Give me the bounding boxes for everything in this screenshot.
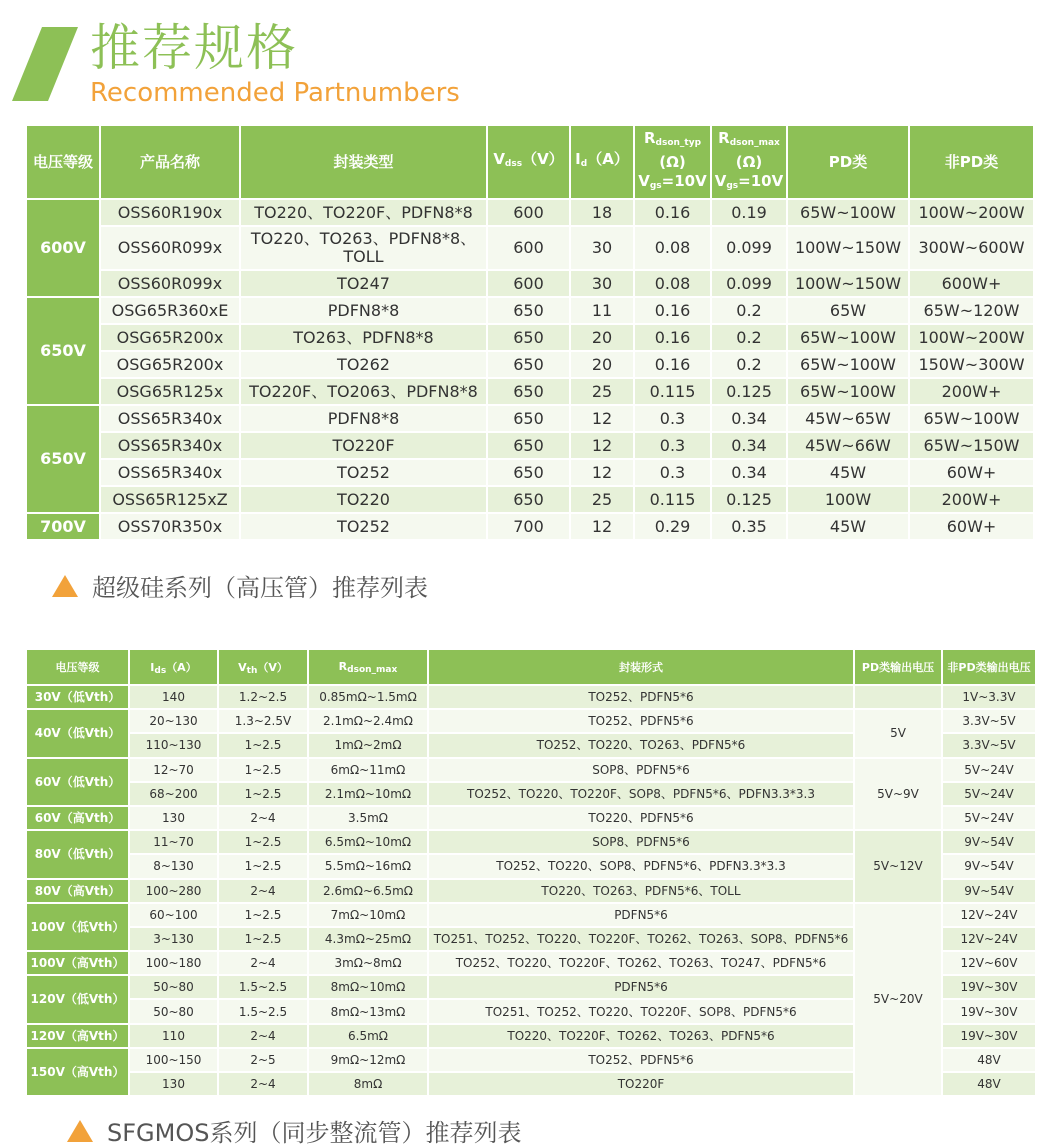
cell-package: TO252 [240,459,487,486]
table-row [26,324,1034,351]
cell-nonpd-out: 48V [942,1048,1036,1072]
voltage-group-cell: 650V [26,297,100,405]
cell-nonpd: 65W~100W [909,405,1034,432]
cell-vth: 1.5~2.5 [218,999,308,1023]
cell-product: OSG65R200x [100,324,240,351]
cell-pd: 45W~65W [787,405,909,432]
cell-product: OSS65R340x [100,405,240,432]
cell-nonpd-out: 5V~24V [942,758,1036,782]
voltage-group-cell: 60V（高Vth） [26,806,129,830]
table-row [26,405,1034,432]
table-row [26,378,1034,405]
cell-rtyp: 0.115 [634,486,711,513]
cell-nonpd: 600W+ [909,270,1034,297]
page-subtitle: Recommended Partnumbers [90,78,460,108]
col-nonpd: 非PD类 [909,125,1034,199]
cell-rmax: 2.1mΩ~10mΩ [308,782,428,806]
cell-package: TO252、TO220、TO220F、TO262、TO263、TO247、PDFN5*6 [428,951,854,975]
cell-pd: 65W~100W [787,324,909,351]
cell-package: TO220、TO220F、PDFN8*8 [240,199,487,226]
cell-nonpd: 150W~300W [909,351,1034,378]
cell-rmax: 0.34 [711,459,787,486]
col-id: $I_d(A)$ [570,125,634,199]
cell-product: OSS65R340x [100,432,240,459]
cell-nonpd-out: 19V~30V [942,999,1036,1023]
cell-package: TO252、TO220、TO220F、SOP8、PDFN5*6、PDFN3.3*3.3 [428,782,854,806]
cell-vth: 2~4 [218,951,308,975]
voltage-group-cell: 60V（低Vth） [26,758,129,806]
voltage-group-cell: 100V（高Vth） [26,951,129,975]
cell-vth: 2~4 [218,1072,308,1096]
cell-rtyp: 0.16 [634,324,711,351]
cell-pd: 65W [787,297,909,324]
cell-nonpd-out: 9V~54V [942,830,1036,854]
cell-vth: 1~2.5 [218,830,308,854]
cell-rtyp: 0.08 [634,270,711,297]
superjunction-table [25,124,1035,541]
cell-package: TO220、PDFN5*6 [428,806,854,830]
cell-id: 30 [570,270,634,297]
voltage-group-cell: 120V（低Vth） [26,975,129,1023]
table1-caption: 超级硅系列（高压管）推荐列表 [52,568,428,603]
cell-vdss: 650 [487,459,570,486]
cell-id: 25 [570,486,634,513]
col-rdson-typ: $R_{dson\_typ}$ (Ω) $V_{gs}=10V$ [634,125,711,199]
cell-rtyp: 0.08 [634,226,711,270]
cell-nonpd: 60W+ [909,513,1034,540]
cell-nonpd-out: 19V~30V [942,975,1036,999]
cell-ids: 110 [129,1024,218,1048]
cell-product: OSG65R125x [100,378,240,405]
voltage-group-cell: 80V（低Vth） [26,830,129,878]
table-row [26,685,1036,709]
cell-product: OSS60R099x [100,270,240,297]
cell-package: TO263、PDFN8*8 [240,324,487,351]
table2-caption: SFGMOS系列（同步整流管）推荐列表 [67,1113,521,1147]
cell-pd-out: 5V~9V [854,758,942,831]
col-pd-out: PD类输出电压 [854,649,942,685]
table-header-row [26,649,1036,685]
cell-rtyp: 0.16 [634,351,711,378]
cell-vth: 1.2~2.5 [218,685,308,709]
cell-rmax: 7mΩ~10mΩ [308,903,428,927]
cell-nonpd: 65W~150W [909,432,1034,459]
cell-package: TO220、TO220F、TO262、TO263、PDFN5*6 [428,1024,854,1048]
cell-package: TO220F、TO2063、PDFN8*8 [240,378,487,405]
cell-pd: 100W~150W [787,270,909,297]
table-header-row [26,125,1034,199]
cell-rmax: 2.1mΩ~2.4mΩ [308,709,428,733]
cell-product: OSG65R360xE [100,297,240,324]
cell-nonpd: 300W~600W [909,226,1034,270]
cell-package: TO252 [240,513,487,540]
cell-pd: 45W~66W [787,432,909,459]
cell-package: TO262 [240,351,487,378]
cell-rmax: 0.2 [711,297,787,324]
table-row [26,270,1034,297]
cell-vth: 1~2.5 [218,758,308,782]
cell-id: 12 [570,459,634,486]
cell-package: TO252、PDFN5*6 [428,685,854,709]
cell-nonpd: 65W~120W [909,297,1034,324]
green-slash-icon [12,27,78,101]
cell-id: 12 [570,405,634,432]
cell-vdss: 650 [487,405,570,432]
cell-nonpd-out: 19V~30V [942,1024,1036,1048]
cell-package: TO252、TO220、TO263、PDFN5*6 [428,733,854,757]
cell-ids: 20~130 [129,709,218,733]
cell-rtyp: 0.3 [634,432,711,459]
cell-pd: 45W [787,459,909,486]
cell-package: TO220F [428,1072,854,1096]
cell-nonpd-out: 9V~54V [942,879,1036,903]
cell-package: TO252、TO220、SOP8、PDFN5*6、PDFN3.3*3.3 [428,854,854,878]
cell-vdss: 650 [487,297,570,324]
cell-vth: 1.3~2.5V [218,709,308,733]
cell-id: 12 [570,432,634,459]
col-vdss: $V_{dss}(V)$ [487,125,570,199]
cell-rtyp: 0.115 [634,378,711,405]
cell-rmax: 9mΩ~12mΩ [308,1048,428,1072]
cell-ids: 100~280 [129,879,218,903]
cell-pd: 65W~100W [787,351,909,378]
table-row [26,432,1034,459]
cell-package: TO251、TO252、TO220、TO220F、SOP8、PDFN5*6 [428,999,854,1023]
cell-product: OSS60R099x [100,226,240,270]
cell-pd: 45W [787,513,909,540]
table-row [26,297,1034,324]
cell-nonpd-out: 3.3V~5V [942,733,1036,757]
cell-vth: 1~2.5 [218,854,308,878]
cell-package: TO220、TO263、PDFN5*6、TOLL [428,879,854,903]
triangle-icon [52,575,78,597]
col-voltage: 电压等级 [26,125,100,199]
cell-vdss: 650 [487,351,570,378]
table-row [26,226,1034,270]
table-row [26,351,1034,378]
cell-pd-out [854,685,942,709]
cell-pd: 100W~150W [787,226,909,270]
cell-rmax: 0.125 [711,378,787,405]
cell-vdss: 650 [487,378,570,405]
voltage-group-cell: 80V（高Vth） [26,879,129,903]
sfgmos-table [25,648,1037,1097]
cell-vdss: 600 [487,270,570,297]
table-row [26,513,1034,540]
cell-product: OSG65R200x [100,351,240,378]
cell-pd: 65W~100W [787,199,909,226]
cell-package: TO252、PDFN5*6 [428,709,854,733]
cell-nonpd-out: 48V [942,1072,1036,1096]
cell-ids: 60~100 [129,903,218,927]
cell-ids: 68~200 [129,782,218,806]
cell-package: PDFN5*6 [428,903,854,927]
cell-id: 11 [570,297,634,324]
cell-id: 20 [570,324,634,351]
cell-rmax: 0.34 [711,432,787,459]
cell-package: TO252、PDFN5*6 [428,1048,854,1072]
cell-product: OSS70R350x [100,513,240,540]
cell-product: OSS60R190x [100,199,240,226]
cell-rmax: 0.125 [711,486,787,513]
cell-package: SOP8、PDFN5*6 [428,830,854,854]
cell-rtyp: 0.16 [634,297,711,324]
cell-rmax: 0.099 [711,226,787,270]
page-title: 推荐规格 [90,19,298,77]
cell-pd: 100W [787,486,909,513]
col-pd: PD类 [787,125,909,199]
cell-nonpd-out: 12V~24V [942,927,1036,951]
cell-vth: 2~4 [218,806,308,830]
cell-rmax: 4.3mΩ~25mΩ [308,927,428,951]
cell-package: SOP8、PDFN5*6 [428,758,854,782]
cell-rtyp: 0.29 [634,513,711,540]
cell-rtyp: 0.16 [634,199,711,226]
cell-ids: 3~130 [129,927,218,951]
cell-nonpd: 60W+ [909,459,1034,486]
table-row [26,459,1034,486]
cell-nonpd-out: 3.3V~5V [942,709,1036,733]
cell-package: TO220 [240,486,487,513]
cell-id: 12 [570,513,634,540]
cell-package: TO247 [240,270,487,297]
voltage-group-cell: 40V（低Vth） [26,709,129,757]
cell-package: PDFN8*8 [240,405,487,432]
voltage-group-cell: 30V（低Vth） [26,685,129,709]
cell-rmax: 0.2 [711,324,787,351]
cell-rmax: 3mΩ~8mΩ [308,951,428,975]
col-product: 产品名称 [100,125,240,199]
cell-vth: 1.5~2.5 [218,975,308,999]
cell-nonpd-out: 9V~54V [942,854,1036,878]
cell-vth: 2~5 [218,1048,308,1072]
cell-rmax: 3.5mΩ [308,806,428,830]
cell-ids: 8~130 [129,854,218,878]
cell-vdss: 600 [487,199,570,226]
col-vth: $V_{th}(V)$ [218,649,308,685]
cell-ids: 130 [129,1072,218,1096]
cell-package: PDFN5*6 [428,975,854,999]
cell-vdss: 650 [487,324,570,351]
cell-ids: 100~150 [129,1048,218,1072]
cell-nonpd-out: 5V~24V [942,806,1036,830]
cell-vth: 2~4 [218,879,308,903]
col-voltage: 电压等级 [26,649,129,685]
cell-rmax: 0.2 [711,351,787,378]
cell-rmax: 8mΩ~13mΩ [308,999,428,1023]
voltage-group-cell: 120V（高Vth） [26,1024,129,1048]
col-nonpd-out: 非PD类输出电压 [942,649,1036,685]
table-row [26,758,1036,782]
cell-id: 30 [570,226,634,270]
cell-pd-out: 5V~12V [854,830,942,903]
cell-vdss: 650 [487,486,570,513]
page-header [0,0,1058,118]
cell-ids: 50~80 [129,975,218,999]
cell-rmax: 8mΩ [308,1072,428,1096]
cell-ids: 100~180 [129,951,218,975]
table-row [26,486,1034,513]
cell-nonpd-out: 12V~60V [942,951,1036,975]
cell-product: OSS65R340x [100,459,240,486]
voltage-group-cell: 650V [26,405,100,513]
cell-rmax: 5.5mΩ~16mΩ [308,854,428,878]
cell-ids: 140 [129,685,218,709]
cell-id: 25 [570,378,634,405]
cell-ids: 110~130 [129,733,218,757]
cell-rtyp: 0.3 [634,405,711,432]
cell-ids: 50~80 [129,999,218,1023]
cell-vdss: 600 [487,226,570,270]
cell-rmax: 0.85mΩ~1.5mΩ [308,685,428,709]
cell-package: TO251、TO252、TO220、TO220F、TO262、TO263、SOP8、PDFN5*6 [428,927,854,951]
voltage-group-cell: 150V（高Vth） [26,1048,129,1096]
cell-vth: 1~2.5 [218,903,308,927]
cell-vdss: 650 [487,432,570,459]
col-package: 封装类型 [240,125,487,199]
cell-rmax: 6.5mΩ~10mΩ [308,830,428,854]
cell-rmax: 1mΩ~2mΩ [308,733,428,757]
cell-package: PDFN8*8 [240,297,487,324]
cell-pd-out: 5V~20V [854,903,942,1097]
table-row [26,903,1036,927]
voltage-group-cell: 600V [26,199,100,297]
cell-nonpd: 100W~200W [909,199,1034,226]
voltage-group-cell: 700V [26,513,100,540]
cell-nonpd: 100W~200W [909,324,1034,351]
cell-nonpd: 200W+ [909,486,1034,513]
cell-nonpd-out: 12V~24V [942,903,1036,927]
cell-rmax: 6mΩ~11mΩ [308,758,428,782]
cell-package: TO220F [240,432,487,459]
cell-rmax: 8mΩ~10mΩ [308,975,428,999]
cell-rmax: 0.35 [711,513,787,540]
col-ids: $I_{ds}(A)$ [129,649,218,685]
cell-ids: 130 [129,806,218,830]
cell-vth: 1~2.5 [218,733,308,757]
cell-ids: 11~70 [129,830,218,854]
voltage-group-cell: 100V（低Vth） [26,903,129,951]
cell-rmax: 2.6mΩ~6.5mΩ [308,879,428,903]
cell-rmax: 0.099 [711,270,787,297]
cell-vth: 2~4 [218,1024,308,1048]
col-package: 封装形式 [428,649,854,685]
table-row [26,830,1036,854]
cell-id: 20 [570,351,634,378]
triangle-icon [67,1120,93,1142]
cell-rmax: 6.5mΩ [308,1024,428,1048]
cell-vth: 1~2.5 [218,782,308,806]
cell-nonpd-out: 5V~24V [942,782,1036,806]
cell-rmax: 0.34 [711,405,787,432]
cell-vdss: 700 [487,513,570,540]
cell-package: TO220、TO263、PDFN8*8、TOLL [240,226,487,270]
cell-rtyp: 0.3 [634,459,711,486]
cell-nonpd: 200W+ [909,378,1034,405]
table-row [26,709,1036,733]
table-row [26,199,1034,226]
col-rdson-max: $R_{dson\_max}$ (Ω) $V_{gs}=10V$ [711,125,787,199]
cell-nonpd-out: 1V~3.3V [942,685,1036,709]
cell-pd-out: 5V [854,709,942,757]
cell-pd: 65W~100W [787,378,909,405]
col-rdson-max: $R_{dson\_max}$ [308,649,428,685]
cell-ids: 12~70 [129,758,218,782]
cell-rmax: 0.19 [711,199,787,226]
cell-vth: 1~2.5 [218,927,308,951]
cell-id: 18 [570,199,634,226]
cell-product: OSS65R125xZ [100,486,240,513]
